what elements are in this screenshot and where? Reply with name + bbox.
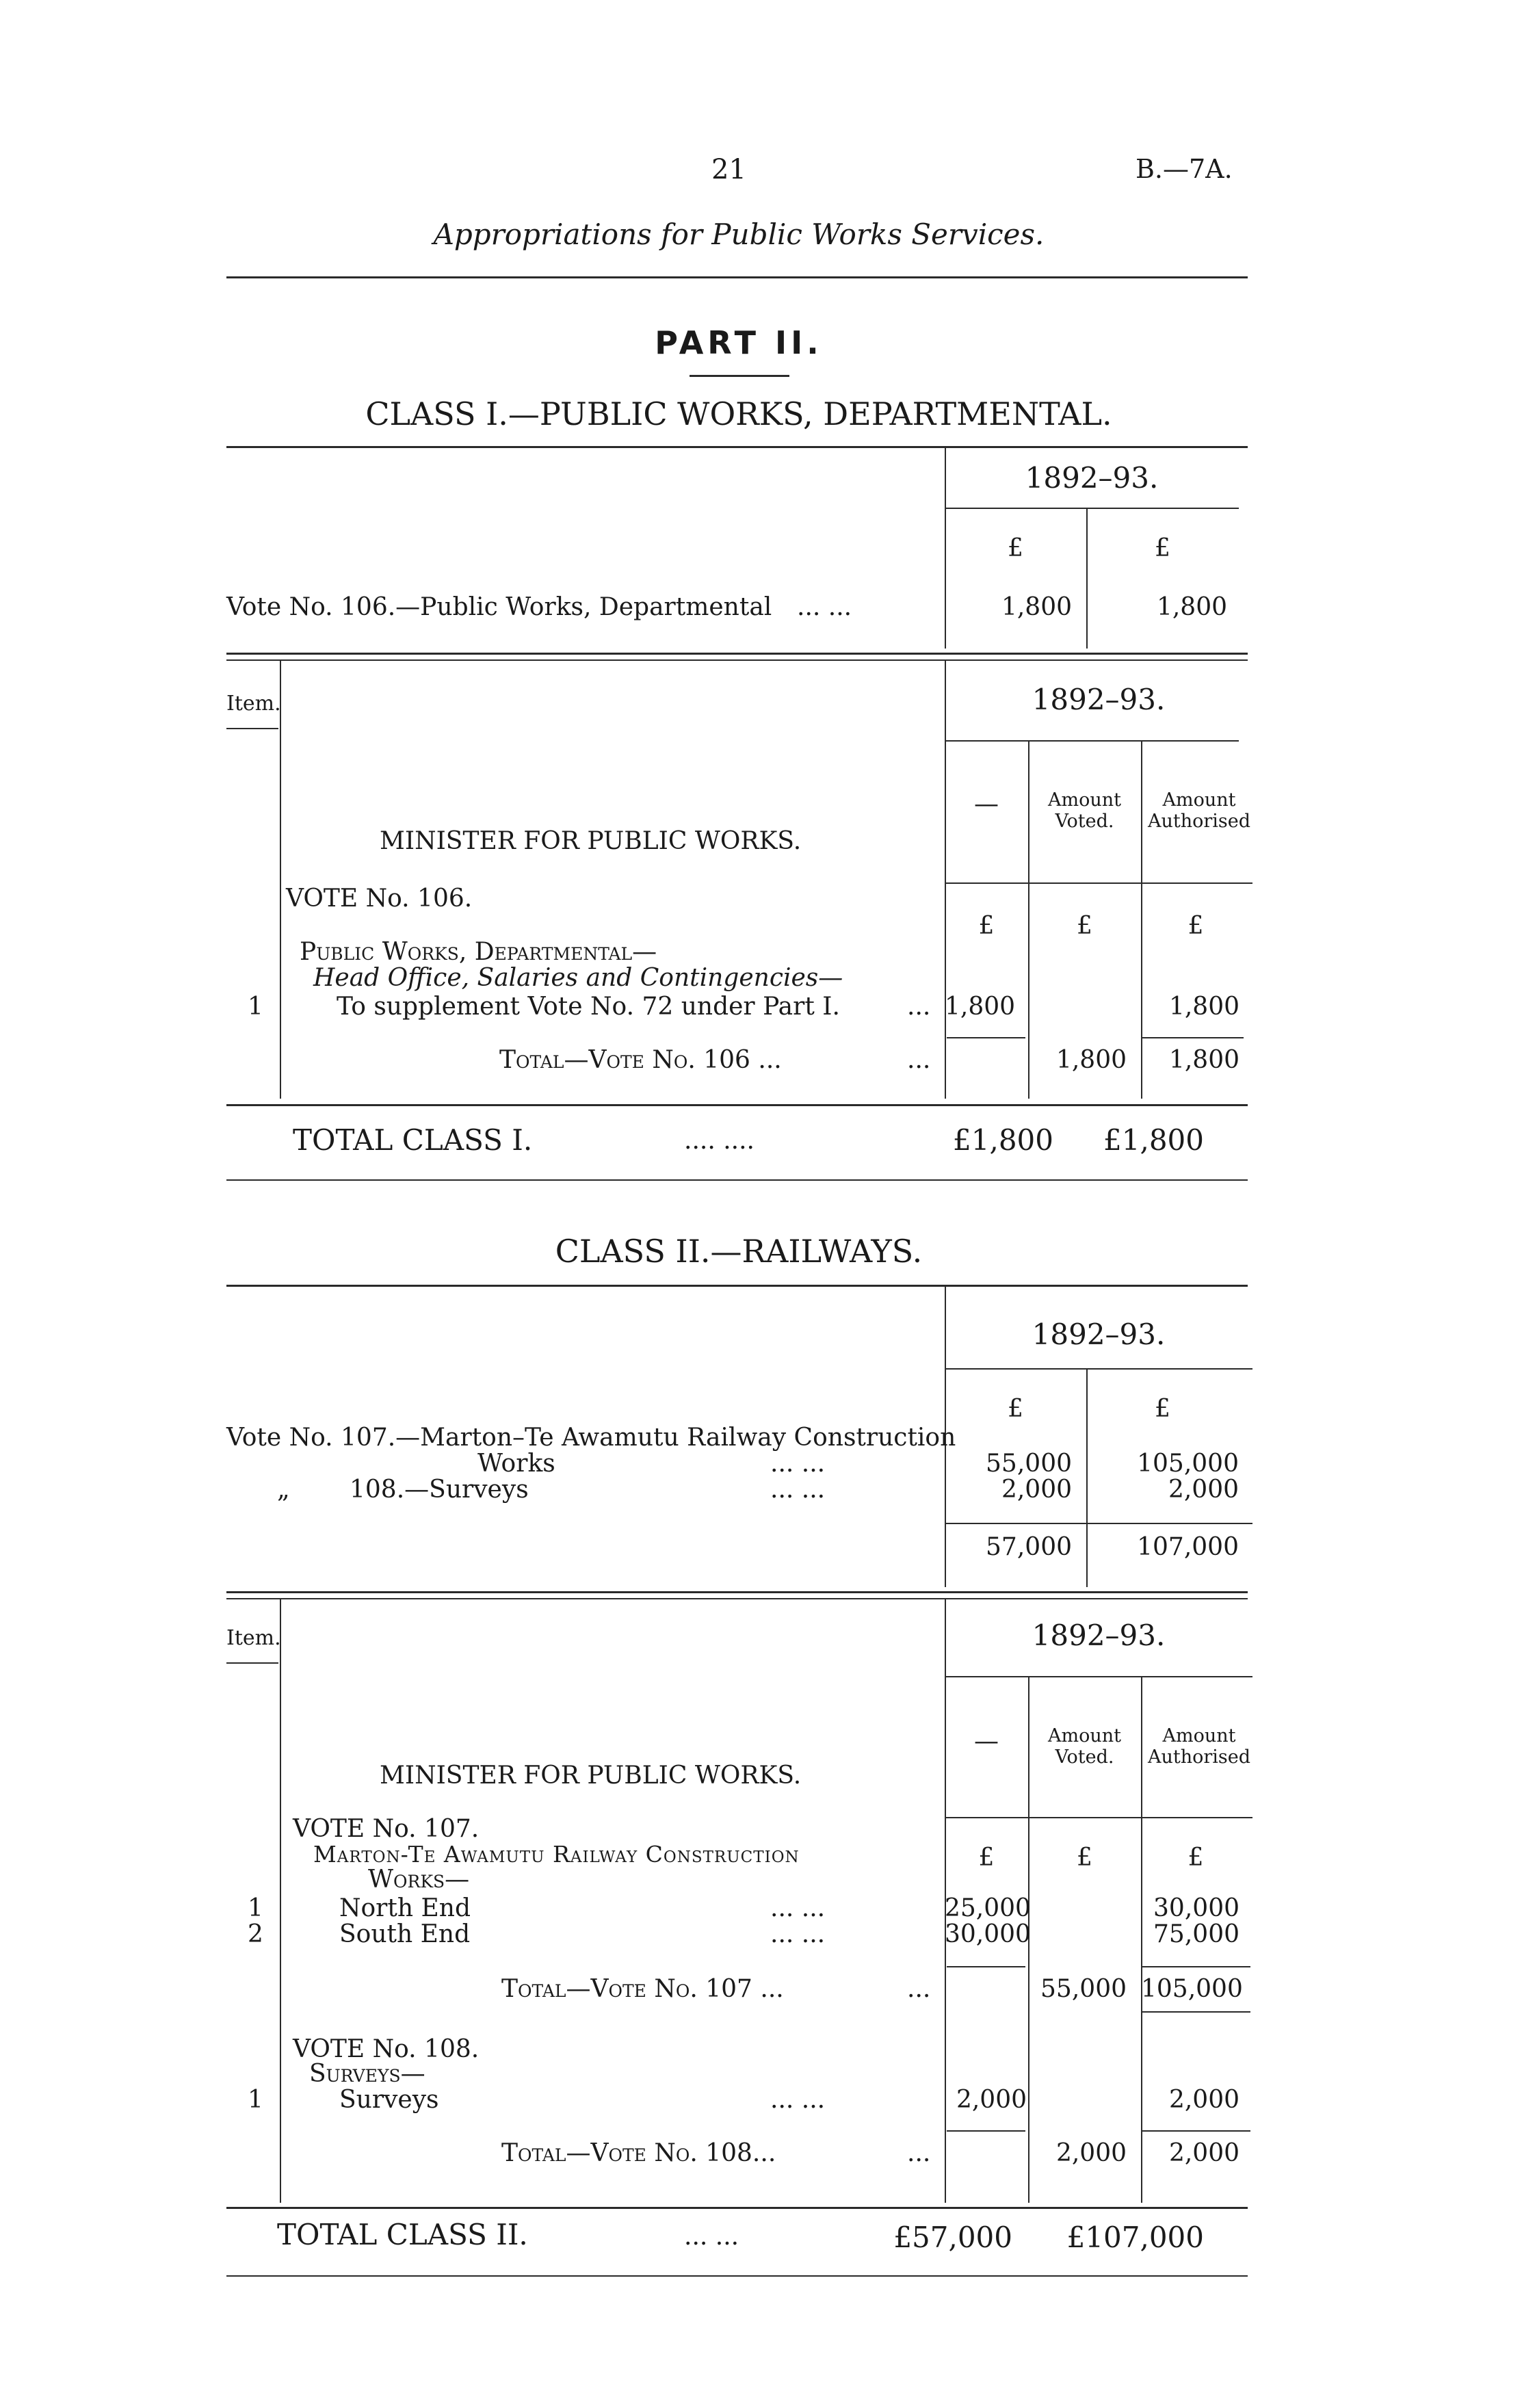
class2-row-north-item: 1 — [248, 1894, 263, 1922]
class1-vote106-value-2: 1,800 — [1156, 593, 1227, 621]
class2-vote107-total-authorised: 105,000 — [1141, 1975, 1243, 2003]
class1-detail-year-rule — [945, 740, 1239, 742]
class2-vote108-dots: ... ... — [770, 1476, 826, 1504]
class1-summary-col-divider — [1086, 508, 1088, 649]
class2-vote108-total-dots: ... — [907, 2139, 931, 2167]
class1-row-dots: ... — [907, 993, 931, 1021]
class2-detail-header-rule — [945, 1817, 1252, 1818]
class1-total-dots: .... .... — [684, 1127, 755, 1155]
class1-col-dash: — — [974, 790, 999, 818]
class2-summary-sum-2: 107,000 — [1137, 1533, 1239, 1561]
class2-vote107-heading: VOTE No. 107. — [293, 1815, 480, 1843]
class1-item-column-rule — [280, 661, 281, 1099]
class2-row-surveys-amount: 2,000 — [956, 2086, 1027, 2114]
class1-vote106-dots: ... ... — [797, 593, 852, 621]
class1-total-label: TOTAL CLASS I. — [293, 1123, 533, 1157]
class1-currency-b: £ — [1077, 912, 1092, 940]
class2-double-rule-b — [226, 1598, 1248, 1599]
class2-item-header-rule — [226, 1662, 278, 1664]
class2-total107-under-rule — [1141, 2011, 1250, 2013]
class2-summary-sum-rule — [945, 1523, 1252, 1524]
class2-summary-year-rule — [945, 1368, 1252, 1370]
class2-total107-auth-rule — [1141, 1966, 1250, 1967]
class1-total-top-rule — [226, 1104, 1248, 1106]
class1-col-amount-voted: Amount Voted. — [1048, 789, 1121, 833]
class1-vote106-total-voted: 1,800 — [1055, 1046, 1127, 1074]
class2-heading: CLASS II.—RAILWAYS. — [555, 1233, 923, 1270]
class2-vote107-dots: ... ... — [770, 1450, 826, 1478]
class1-row-amount: 1,800 — [945, 993, 1016, 1021]
class2-row-south-dots: ... ... — [770, 1920, 826, 1948]
class2-row-north-authorised: 30,000 — [1153, 1894, 1239, 1922]
class1-head-public-works: Public Works, Departmental— — [300, 938, 657, 966]
class1-vote106-total-authorised: 1,800 — [1168, 1046, 1239, 1074]
class2-currency-b: £ — [1077, 1844, 1092, 1872]
class2-minister-heading: MINISTER FOR PUBLIC WORKS. — [380, 1762, 802, 1790]
class1-detail-divider — [945, 661, 946, 1099]
class2-vote107-label-line2: Works — [477, 1450, 555, 1478]
class2-summary-year: 1892–93. — [1032, 1318, 1166, 1351]
class2-head-marton-line2: Works— — [368, 1866, 470, 1894]
class2-col-amount-authorised: Amount Authorised — [1147, 1725, 1251, 1768]
class1-vote106-label: Vote No. 106.—Public Works, Departmental — [226, 593, 772, 621]
class2-vote107-total-voted: 55,000 — [1040, 1975, 1127, 2003]
class2-detail-year-rule — [945, 1676, 1252, 1677]
class1-summary-top-rule — [226, 446, 1248, 448]
class1-total-sum-rule — [947, 1037, 1025, 1038]
header-rule — [226, 276, 1248, 278]
class2-ditto-mark: „ — [277, 1476, 290, 1504]
class1-item-header-rule — [226, 728, 278, 729]
class1-vote106-total-dots: ... — [907, 1046, 931, 1074]
class1-double-rule-a — [226, 653, 1248, 655]
class2-col-dash: — — [974, 1727, 999, 1755]
class2-vote108-total-label: Total—Vote No. 108... — [501, 2139, 776, 2167]
class2-vote107-total-label: Total—Vote No. 107 ... — [501, 1975, 784, 2003]
class2-row-north-amount: 25,000 — [945, 1894, 1031, 1922]
class1-vote106-value-1: 1,800 — [1001, 593, 1072, 621]
class2-detail-year: 1892–93. — [1032, 1619, 1166, 1652]
class2-vote108-label: 108.—Surveys — [350, 1476, 529, 1504]
class2-vote108-value-2: 2,000 — [1168, 1476, 1239, 1504]
class1-summary-currency-1: £ — [1008, 534, 1023, 562]
part-underline — [690, 375, 789, 377]
class1-vote106-heading: VOTE No. 106. — [286, 885, 473, 913]
class1-item-header: Item. — [226, 692, 281, 716]
class2-total-voted: £57,000 — [893, 2221, 1012, 2254]
class2-summary-currency-1: £ — [1008, 1395, 1023, 1423]
class2-row-south-text: South End — [339, 1920, 471, 1948]
class1-summary-year: 1892–93. — [1025, 461, 1159, 495]
class2-vote107-value-2: 105,000 — [1137, 1450, 1239, 1478]
class2-item-header: Item. — [226, 1626, 281, 1650]
class2-row-south-amount: 30,000 — [945, 1920, 1031, 1948]
class2-total-authorised: £107,000 — [1066, 2221, 1204, 2254]
class2-vote108-value-1: 2,000 — [1001, 1476, 1072, 1504]
class2-row-surveys-dots: ... ... — [770, 2086, 826, 2114]
class1-subhead-head-office: Head Office, Salaries and Contingencies— — [313, 964, 843, 992]
class2-total-label: TOTAL CLASS II. — [277, 2218, 528, 2251]
class1-detail-year: 1892–93. — [1032, 683, 1166, 716]
class2-summary-currency-2: £ — [1155, 1395, 1170, 1423]
class2-total-dots: ... ... — [684, 2223, 739, 2251]
class1-summary-year-rule — [945, 508, 1239, 509]
class2-summary-sum-1: 57,000 — [986, 1533, 1072, 1561]
class2-vote108-total-authorised: 2,000 — [1168, 2139, 1239, 2167]
class2-total107-sum-rule — [947, 1966, 1025, 1967]
class2-row-surveys-authorised: 2,000 — [1168, 2086, 1239, 2114]
class2-double-rule-a — [226, 1591, 1248, 1593]
class1-total-authorised: £1,800 — [1103, 1123, 1204, 1157]
class1-row-authorised: 1,800 — [1168, 993, 1239, 1021]
class2-summary-top-rule — [226, 1285, 1248, 1287]
class2-head-surveys: Surveys— — [309, 2060, 425, 2088]
class1-currency-c: £ — [1188, 912, 1204, 940]
class2-currency-c: £ — [1188, 1844, 1204, 1872]
class1-row-description: To supplement Vote No. 72 under Part I. — [337, 993, 840, 1021]
class2-total108-sum-rule — [947, 2130, 1025, 2132]
part-heading: PART II. — [655, 324, 823, 361]
document-code: B.—7A. — [1136, 154, 1233, 184]
class2-total-top-rule — [226, 2207, 1248, 2209]
class2-row-north-text: North End — [339, 1894, 471, 1922]
class2-row-south-item: 2 — [248, 1920, 263, 1948]
class2-col-amount-voted: Amount Voted. — [1048, 1725, 1121, 1768]
class1-currency-a: £ — [978, 912, 995, 940]
class1-total-auth-rule — [1141, 1037, 1244, 1038]
class2-vote108-heading: VOTE No. 108. — [293, 2035, 480, 2063]
class2-vote107-total-dots: ... — [907, 1975, 931, 2003]
class2-row-surveys-item: 1 — [248, 2086, 263, 2114]
class2-total108-auth-rule — [1141, 2130, 1250, 2132]
page-title: Appropriations for Public Works Services. — [433, 218, 1045, 251]
class2-currency-a: £ — [978, 1844, 995, 1872]
class1-total-voted: £1,800 — [953, 1123, 1053, 1157]
class2-row-south-authorised: 75,000 — [1153, 1920, 1239, 1948]
class2-row-north-dots: ... ... — [770, 1894, 826, 1922]
class1-detail-header-rule — [945, 882, 1252, 884]
class2-row-surveys-text: Surveys — [339, 2086, 439, 2114]
class1-row-item-number: 1 — [248, 993, 263, 1021]
class1-double-rule-b — [226, 659, 1248, 661]
page-number: 21 — [711, 154, 746, 185]
class1-total-bottom-rule — [226, 1179, 1248, 1181]
class2-vote107-label-line1: Vote No. 107.—Marton–Te Awamutu Railway Construction — [226, 1424, 956, 1452]
class1-summary-currency-2: £ — [1155, 534, 1170, 562]
class2-vote108-total-voted: 2,000 — [1055, 2139, 1127, 2167]
class2-total-bottom-rule — [226, 2275, 1248, 2277]
class1-col-amount-authorised: Amount Authorised — [1147, 789, 1251, 833]
class1-heading: CLASS I.—PUBLIC WORKS, DEPARTMENTAL. — [365, 395, 1112, 432]
class1-vote106-total-label: Total—Vote No. 106 ... — [499, 1046, 782, 1074]
class2-vote107-value-1: 55,000 — [986, 1450, 1072, 1478]
class2-head-marton-line1: Marton-Te Awamutu Railway Construction — [313, 1841, 800, 1868]
class1-minister-heading: MINISTER FOR PUBLIC WORKS. — [380, 827, 802, 855]
class2-item-column-rule — [280, 1599, 281, 2203]
